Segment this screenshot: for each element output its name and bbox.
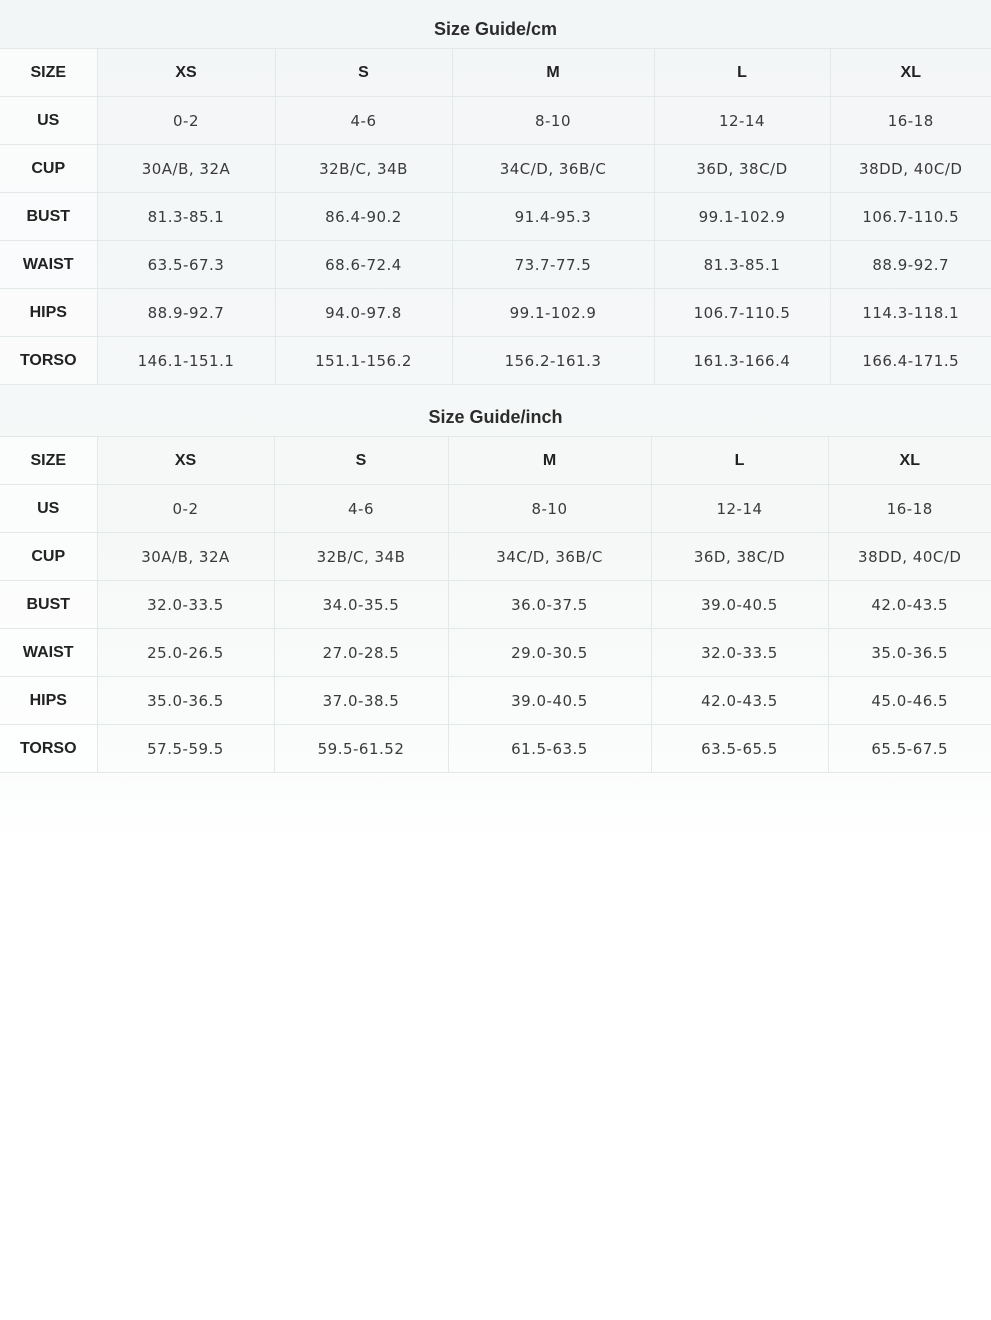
table-cell: 27.0-28.5 — [274, 629, 448, 677]
table-cell: 37.0-38.5 — [274, 677, 448, 725]
table-cell: 146.1-151.1 — [97, 337, 275, 385]
table-cell: 8-10 — [452, 97, 654, 145]
table-cell: 81.3-85.1 — [97, 193, 275, 241]
table-cell: 32B/C, 34B — [275, 145, 452, 193]
table-cell: 36D, 38C/D — [651, 533, 828, 581]
row-label: CUP — [0, 145, 97, 193]
table-cell: 106.7-110.5 — [830, 193, 991, 241]
table-cell: 42.0-43.5 — [828, 581, 991, 629]
table-cell: 161.3-166.4 — [654, 337, 830, 385]
table-cell: 34.0-35.5 — [274, 581, 448, 629]
table-row-waist — [0, 629, 991, 677]
table-cell: 39.0-40.5 — [651, 581, 828, 629]
header-cell-xl: XL — [830, 49, 991, 97]
table-cell: 114.3-118.1 — [830, 289, 991, 337]
table-cell: 34C/D, 36B/C — [452, 145, 654, 193]
header-cell-l: L — [654, 49, 830, 97]
table-row-us — [0, 97, 991, 145]
row-label: TORSO — [0, 337, 97, 385]
header-cell-m: M — [452, 49, 654, 97]
table-cell: 65.5-67.5 — [828, 725, 991, 773]
row-label: BUST — [0, 193, 97, 241]
table-row-cup — [0, 533, 991, 581]
header-cell-xl: XL — [828, 437, 991, 485]
size-table-inch — [0, 436, 991, 773]
table-cell: 94.0-97.8 — [275, 289, 452, 337]
table-row-torso — [0, 725, 991, 773]
row-label: HIPS — [0, 289, 97, 337]
table-cell: 42.0-43.5 — [651, 677, 828, 725]
table-cell: 63.5-67.3 — [97, 241, 275, 289]
table-cell: 81.3-85.1 — [654, 241, 830, 289]
table-cell: 0-2 — [97, 97, 275, 145]
table-cell: 151.1-156.2 — [275, 337, 452, 385]
table-cell: 59.5-61.52 — [274, 725, 448, 773]
table-cell: 99.1-102.9 — [452, 289, 654, 337]
table-cell: 30A/B, 32A — [97, 533, 274, 581]
table-cell: 39.0-40.5 — [448, 677, 651, 725]
table-cell: 57.5-59.5 — [97, 725, 274, 773]
table-cell: 0-2 — [97, 485, 274, 533]
row-label: BUST — [0, 581, 97, 629]
table-header-row — [0, 437, 991, 485]
size-guide-cm-title: Size Guide/cm — [433, 19, 558, 39]
table-cell: 36.0-37.5 — [448, 581, 651, 629]
table-cell: 63.5-65.5 — [651, 725, 828, 773]
header-cell-s: S — [275, 49, 452, 97]
table-cell: 32B/C, 34B — [274, 533, 448, 581]
table-cell: 4-6 — [274, 485, 448, 533]
table-cell: 8-10 — [448, 485, 651, 533]
size-guide-inch-title: Size Guide/inch — [428, 407, 563, 427]
table-cell: 25.0-26.5 — [97, 629, 274, 677]
table-cell: 61.5-63.5 — [448, 725, 651, 773]
table-row-hips — [0, 289, 991, 337]
header-cell-size: SIZE — [0, 437, 97, 485]
table-cell: 4-6 — [275, 97, 452, 145]
table-cell: 38DD, 40C/D — [828, 533, 991, 581]
table-cell: 91.4-95.3 — [452, 193, 654, 241]
table-cell: 35.0-36.5 — [97, 677, 274, 725]
table-cell: 30A/B, 32A — [97, 145, 275, 193]
table-row-waist — [0, 241, 991, 289]
table-row-bust — [0, 193, 991, 241]
table-row-cup — [0, 145, 991, 193]
table-cell: 12-14 — [654, 97, 830, 145]
table-row-hips — [0, 677, 991, 725]
row-label: US — [0, 485, 97, 533]
table-cell: 29.0-30.5 — [448, 629, 651, 677]
table-cell: 86.4-90.2 — [275, 193, 452, 241]
header-cell-m: M — [448, 437, 651, 485]
table-cell: 156.2-161.3 — [452, 337, 654, 385]
header-cell-xs: XS — [97, 49, 275, 97]
table-cell: 16-18 — [830, 97, 991, 145]
table-row-us — [0, 485, 991, 533]
table-cell: 106.7-110.5 — [654, 289, 830, 337]
table-cell: 45.0-46.5 — [828, 677, 991, 725]
table-cell: 12-14 — [651, 485, 828, 533]
table-cell: 16-18 — [828, 485, 991, 533]
row-label: TORSO — [0, 725, 97, 773]
size-guide-inch — [0, 398, 991, 773]
header-cell-l: L — [651, 437, 828, 485]
table-cell: 36D, 38C/D — [654, 145, 830, 193]
table-cell: 34C/D, 36B/C — [448, 533, 651, 581]
table-cell: 32.0-33.5 — [97, 581, 274, 629]
size-table-cm — [0, 48, 991, 385]
table-cell: 38DD, 40C/D — [830, 145, 991, 193]
row-label: WAIST — [0, 629, 97, 677]
table-cell: 32.0-33.5 — [651, 629, 828, 677]
table-cell: 35.0-36.5 — [828, 629, 991, 677]
header-cell-size: SIZE — [0, 49, 97, 97]
row-label: US — [0, 97, 97, 145]
table-header-row — [0, 49, 991, 97]
table-cell: 73.7-77.5 — [452, 241, 654, 289]
table-cell: 88.9-92.7 — [97, 289, 275, 337]
row-label: CUP — [0, 533, 97, 581]
size-guide-cm — [0, 10, 991, 385]
header-cell-s: S — [274, 437, 448, 485]
table-row-bust — [0, 581, 991, 629]
table-cell: 68.6-72.4 — [275, 241, 452, 289]
header-cell-xs: XS — [97, 437, 274, 485]
row-label: WAIST — [0, 241, 97, 289]
table-cell: 166.4-171.5 — [830, 337, 991, 385]
table-row-torso — [0, 337, 991, 385]
table-cell: 88.9-92.7 — [830, 241, 991, 289]
row-label: HIPS — [0, 677, 97, 725]
table-cell: 99.1-102.9 — [654, 193, 830, 241]
